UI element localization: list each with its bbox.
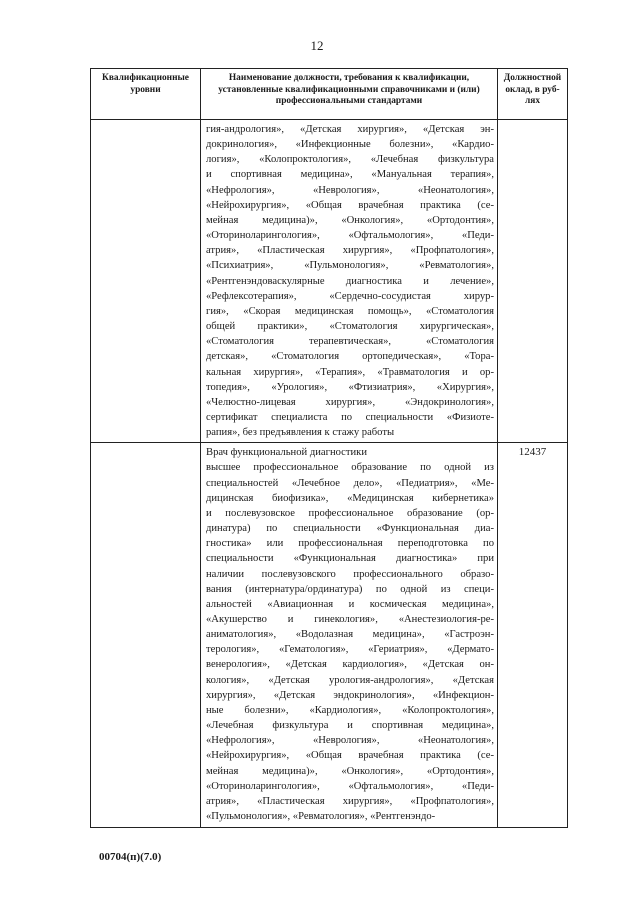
table-row	[91, 443, 568, 828]
text-line: топедия», «Урология», «Фтизиатрия», «Хирургия»,	[206, 381, 494, 393]
text-line: логия», «Колопроктология», «Лечебная физкультура	[206, 154, 494, 166]
text-line: специальности «Функциональная диагностика» при	[206, 553, 494, 565]
text-line: аниматология», «Водолазная медицина», «Гастроэн-	[206, 629, 494, 641]
text-line: «Нефрология», «Неврология», «Неонатология»,	[206, 184, 494, 196]
text-line: вания (интернатура/ординатура) по одной из специ-	[206, 583, 494, 595]
text-line: «Акушерство и гинекология», «Анестезиология-ре-	[206, 614, 494, 625]
text-line: гия-андрология», «Детская хирургия», «Детская эн-	[206, 124, 494, 135]
table-header-row	[91, 69, 568, 120]
text-line: наличии послевузовского профессионального образо-	[206, 568, 494, 580]
row1-salary-cell	[498, 120, 568, 443]
text-line: динатура) по специальности «Функциональная диа-	[206, 523, 494, 535]
text-line: Врач функциональной диагностики	[206, 447, 367, 459]
header-qualification-levels: Квалификационные уровни	[91, 69, 201, 120]
text-line: дицинская биофизика», «Медицинская кибернетика»	[206, 492, 494, 504]
text-line: «Пульмонология», «Ревматология», «Рентгенэндо-	[206, 811, 436, 823]
text-line: кальная хирургия», «Терапия», «Травматология и ор-	[206, 366, 494, 378]
text-line: сертификат специалиста по специальности «Физиоте-	[206, 411, 494, 423]
text-line: гия», «Скорая медицинская помощь», «Стоматология	[206, 305, 494, 317]
row1-requirements-cell	[201, 120, 498, 443]
qualification-table	[90, 68, 568, 828]
text-line: «Стоматология терапевтическая», «Стоматология	[206, 336, 494, 348]
text-line: специальностей «Лечебное дело», «Педиатрия», «Ме-	[206, 477, 494, 489]
text-line: мейная медицина)», «Онкология», «Ортодонтия»,	[206, 765, 494, 777]
text-line: «Оториноларингология», «Офтальмология», «Педи-	[206, 780, 494, 792]
text-line: «Рефлексотерапия», «Сердечно-сосудистая хирур-	[206, 290, 494, 302]
text-line: «Лечебная физкультура и спортивная медицина»,	[206, 720, 494, 732]
text-line: атрия», «Пластическая хирургия», «Профпатология»,	[206, 795, 494, 807]
text-line: докринология», «Инфекционные болезни», «Кардио-	[206, 139, 494, 151]
text-line: «Психиатрия», «Пульмонология», «Ревматология»,	[206, 260, 494, 272]
text-line: детская», «Стоматология ортопедическая», «Тора-	[206, 351, 494, 363]
table-row	[91, 120, 568, 443]
text-line: «Нефрология», «Неврология», «Неонатология»,	[206, 735, 494, 747]
text-line: высшее профессиональное образование по одной из	[206, 462, 494, 474]
page-number: 12	[310, 38, 324, 53]
row2-level-cell	[91, 443, 201, 828]
text-line: мейная медицина)», «Онкология», «Ортодонтия»,	[206, 214, 494, 226]
row1-level-cell	[91, 120, 201, 443]
header-position-requirements: Наименование должности, требования к квалификации, установленные квалификационными справочниками и (или) профессиональными стандартами	[201, 69, 498, 120]
text-line: и послевузовское профессиональное образование (ор-	[206, 507, 494, 519]
text-line: венерология», «Детская кардиология», «Детская он-	[206, 659, 494, 671]
text-line: атрия», «Пластическая хирургия», «Профпатология»,	[206, 245, 494, 257]
header-salary: Должностной оклад, в руб-лях	[498, 69, 568, 120]
document-code: 00704(п)(7.0)	[99, 851, 162, 863]
text-line: «Нейрохирургия», «Общая врачебная практика (се-	[206, 199, 494, 211]
text-line: «Челюстно-лицевая хирургия», «Эндокринология»,	[206, 396, 494, 408]
text-line: рапия», без предъявления к стажу работы	[206, 427, 395, 439]
text-line: терология», «Гематология», «Гериатрия», «Дермато-	[206, 644, 494, 656]
text-line: и спортивная медицина», «Мануальная терапия»,	[206, 169, 494, 181]
text-line: «Оториноларингология», «Офтальмология», «Педи-	[206, 230, 494, 242]
text-line: кология», «Детская урология-андрология», «Детская	[206, 674, 494, 686]
text-line: ные болезни», «Кардиология», «Колопроктология»,	[206, 704, 494, 716]
text-line: общей практики», «Стоматология хирургическая»,	[206, 321, 494, 333]
text-line: альностей «Авиационная и космическая медицина»,	[206, 598, 494, 610]
row2-requirements-cell	[201, 443, 498, 828]
row2-salary-cell: 12437	[498, 443, 568, 828]
text-line: гностика» или профессиональная переподготовка по	[206, 538, 494, 550]
text-line: хирургия», «Детская эндокринология», «Инфекцион-	[206, 689, 494, 701]
text-line: «Рентгенэндоваскулярные диагностика и лечение»,	[206, 275, 494, 287]
text-line: «Нейрохирургия», «Общая врачебная практика (се-	[206, 750, 494, 762]
